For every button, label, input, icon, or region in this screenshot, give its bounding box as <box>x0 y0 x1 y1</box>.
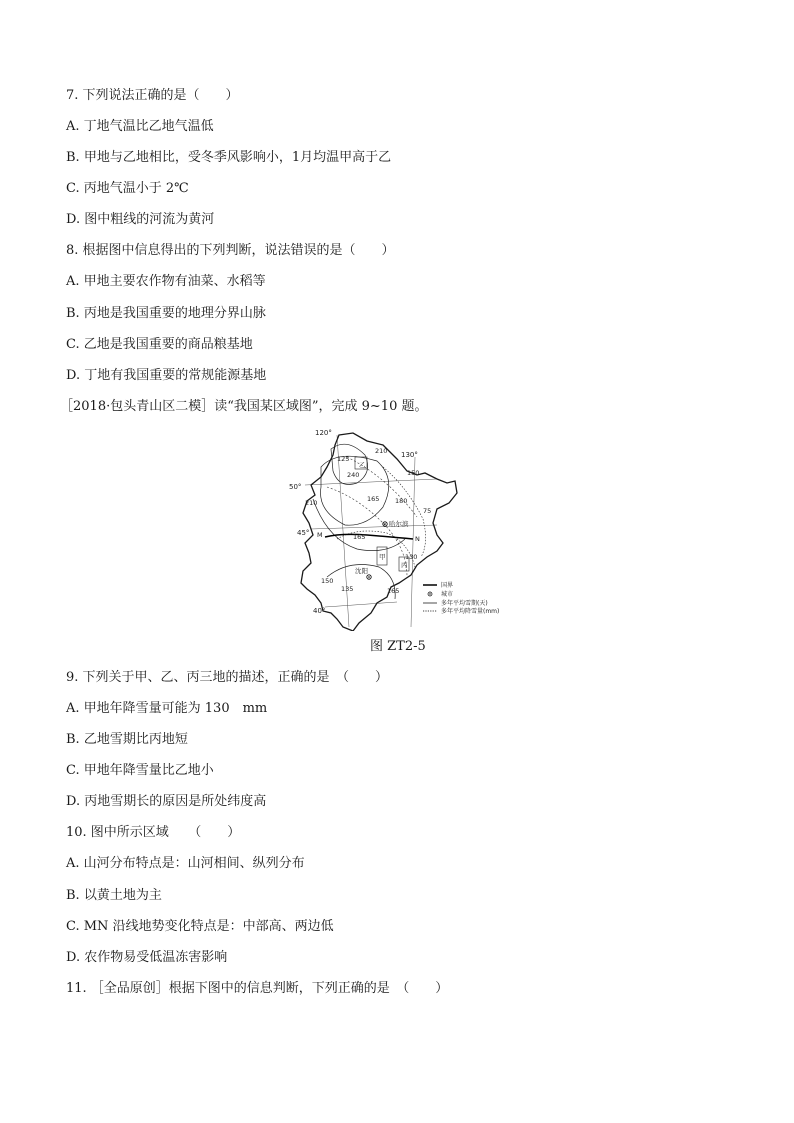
question-7-option-b: B. 甲地与乙地相比，受冬季风影响小，1月均温甲高于乙 <box>66 150 392 165</box>
city-harbin-dot <box>384 523 386 525</box>
legend-city: 城市 <box>441 591 454 598</box>
question-8-option-d: D. 丁地有我国重要的常规能源基地 <box>66 368 267 383</box>
city-shenyang-dot <box>368 576 370 578</box>
contour-value: 150 <box>321 577 334 585</box>
figure-caption: 图 ZT2-5 <box>370 639 426 654</box>
question-10-option-b: B. 以黄土地为主 <box>66 888 162 903</box>
contour-value: 240 <box>347 471 360 479</box>
contour-line <box>321 456 389 525</box>
question-10-option-a: A. 山河分布特点是：山河相间、纵列分布 <box>66 856 305 871</box>
meridian-120 <box>337 435 349 627</box>
contour-value: 210 <box>305 499 318 507</box>
contour-value: 135 <box>341 585 354 593</box>
contour-value: 165 <box>367 495 380 503</box>
label-lon-130: 130° <box>401 451 418 459</box>
question-10-stem: 10. 图中所示区域 （ ） <box>66 825 241 840</box>
contour-value: 165 <box>387 587 400 595</box>
label-lat-50: 50° <box>289 483 302 491</box>
contour-value: 150 <box>407 469 420 477</box>
label-m: M <box>317 531 323 539</box>
legend-snowfall: 多年平均降雪量(mm) <box>441 608 500 615</box>
question-11-stem: 11. ［全品原创］根据下图中的信息判断，下列正确的是 （ ） <box>66 981 449 996</box>
parallel-40 <box>325 602 397 607</box>
label-lat-40: 40° <box>313 607 326 615</box>
contour-value: 130 <box>405 553 418 561</box>
question-10-option-c: C. MN 沿线地势变化特点是：中部高、两边低 <box>66 919 334 934</box>
parallel-45 <box>311 525 437 529</box>
question-9-option-a: A. 甲地年降雪量可能为 130 mm <box>66 701 268 716</box>
question-9-option-c: C. 甲地年降雪量比乙地小 <box>66 763 214 778</box>
question-8-stem: 8. 根据图中信息得出的下列判断，说法错误的是（ ） <box>66 243 395 258</box>
label-jia: 甲 <box>379 553 386 561</box>
question-8-option-a: A. 甲地主要农作物有油菜、水稻等 <box>66 274 266 289</box>
question-8-option-b: B. 丙地是我国重要的地理分界山脉 <box>66 306 266 321</box>
region-map <box>287 427 509 631</box>
question-7-stem: 7. 下列说法正确的是（ ） <box>66 88 239 103</box>
label-n: N <box>415 535 420 543</box>
question-10-option-d: D. 农作物易受低温冻害影响 <box>66 950 228 965</box>
label-lat-45: 45° <box>297 529 310 537</box>
question-9-stem: 9. 下列关于甲、乙、丙三地的描述，正确的是 （ ） <box>66 670 389 685</box>
legend-border: 国界 <box>441 582 454 589</box>
question-8-option-c: C. 乙地是我国重要的商品粮基地 <box>66 337 253 352</box>
label-shenyang: 沈阳 <box>355 567 368 575</box>
question-9-option-b: B. 乙地雪期比丙地短 <box>66 732 188 747</box>
parallel-50 <box>305 479 437 485</box>
contour-value: 75 <box>423 507 432 515</box>
contour-value: 165 <box>353 533 366 541</box>
legend-city-dot <box>429 593 430 594</box>
label-bing: 丙 <box>401 561 408 569</box>
question-7-option-d: D. 图中粗线的河流为黄河 <box>66 212 215 227</box>
question-9-option-d: D. 丙地雪期长的原因是所处纬度高 <box>66 794 267 809</box>
section-intro: ［2018·包头青山区二模］读“我国某区域图”，完成 9~10 题。 <box>60 399 428 414</box>
legend-snow-days: 多年平均雪期(天) <box>441 600 488 607</box>
label-harbin: 哈尔滨 <box>389 520 409 528</box>
question-7-option-a: A. 丁地气温比乙地气温低 <box>66 119 214 134</box>
contour-value: 210 <box>375 447 388 455</box>
contour-value: 180 <box>395 497 408 505</box>
question-7-option-c: C. 丙地气温小于 2℃ <box>66 181 189 196</box>
contour-value: 125 <box>337 455 350 463</box>
label-lon-120: 120° <box>315 429 332 437</box>
label-yi: 乙 <box>359 461 366 469</box>
